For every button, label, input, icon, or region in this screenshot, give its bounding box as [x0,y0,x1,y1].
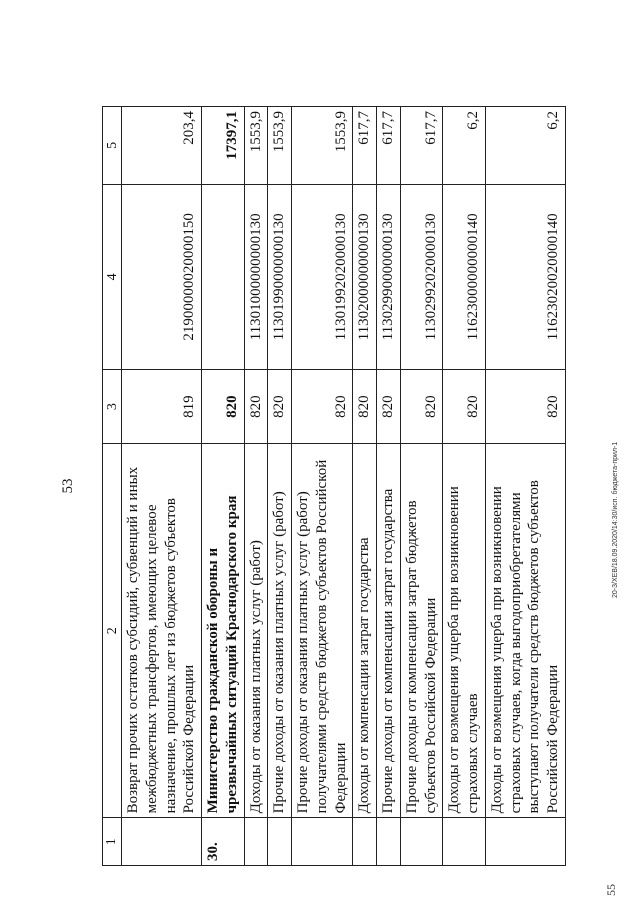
column-number: 3 [103,370,122,444]
row-name: Доходы от оказания платных услуг (работ) [244,444,268,818]
row-code-income: 21900000020000150 [122,184,202,370]
row-name: Доходы от возмещения ущерба при возникновении страховых случаев, когда выгодоприобретателями выступают получатели средств бюджетов субъектов Российской Федерации [485,444,565,818]
table-row [400,107,443,866]
table-body [122,107,566,866]
column-number-row [103,107,122,866]
row-number [400,818,443,866]
income-table [102,106,566,866]
row-code-income: 11301990000000130 [268,184,292,370]
row-code-admin: 820 [244,370,268,444]
row-value: 617,7 [400,107,443,185]
row-name: Министерство гражданской обороны и чрезвычайных ситуаций Краснодарского края [202,444,245,818]
row-name: Доходы от возмещения ущерба при возникновении страховых случаев [443,444,486,818]
table-row [377,107,401,866]
row-number [377,818,401,866]
row-number: 30. [202,818,245,866]
row-value: 6,2 [443,107,486,185]
row-name: Прочие доходы от компенсации затрат бюджетов субъектов Российской Федерации [400,444,443,818]
corner-mark: 55 [604,884,618,896]
table-row [122,107,202,866]
rotated-page [30,46,561,866]
row-code-admin: 820 [443,370,486,444]
row-number [244,818,268,866]
column-number: 2 [103,444,122,818]
row-code-admin: 819 [122,370,202,444]
row-code-admin: 820 [202,370,245,444]
column-number: 1 [103,818,122,866]
row-name: Прочие доходы от компенсации затрат государства [377,444,401,818]
row-name: Прочие доходы от оказания платных услуг (работ) [268,444,292,818]
row-number [122,818,202,866]
row-value: 1553,9 [268,107,292,185]
row-number [268,818,292,866]
table-row [292,107,353,866]
row-value: 617,7 [377,107,401,185]
row-code-admin: 820 [292,370,353,444]
table-row [202,107,245,866]
row-value: 1553,9 [244,107,268,185]
row-number [292,818,353,866]
side-note: 20-3/ХЕВ/18.09.2020/14:30/исп. бюджета-прил-1 [612,441,619,598]
row-value: 6,2 [485,107,565,185]
row-name: Прочие доходы от оказания платных услуг (работ) получателями средств бюджетов субъектов Российской Федерации [292,444,353,818]
column-number: 4 [103,184,122,370]
row-value: 17397,1 [202,107,245,185]
table-row [443,107,486,866]
row-code-income: 11623020020000140 [485,184,565,370]
row-number [353,818,377,866]
row-code-income: 11302000000000130 [353,184,377,370]
row-value: 1553,9 [292,107,353,185]
row-code-income [202,184,245,370]
row-code-admin: 820 [377,370,401,444]
table-row [244,107,268,866]
row-number [443,818,486,866]
row-code-income: 11302992020000130 [400,184,443,370]
table-row [353,107,377,866]
row-code-admin: 820 [268,370,292,444]
row-name: Доходы от компенсации затрат государства [353,444,377,818]
row-code-income: 11301992020000130 [292,184,353,370]
row-name: Возврат прочих остатков субсидий, субвенций и иных межбюджетных трансфертов, имеющих целевое назначение, прошлых лет из бюджетов субъектов Российской Федерации [122,444,202,818]
row-value: 617,7 [353,107,377,185]
row-code-income: 11302990000000130 [377,184,401,370]
row-code-admin: 820 [353,370,377,444]
row-code-income: 11623000000000140 [443,184,486,370]
table-row [268,107,292,866]
row-value: 203,4 [122,107,202,185]
row-code-income: 11301000000000130 [244,184,268,370]
table-row [485,107,565,866]
column-number: 5 [103,107,122,185]
row-code-admin: 820 [485,370,565,444]
row-code-admin: 820 [400,370,443,444]
row-number [485,818,565,866]
page-number: 53 [60,478,76,494]
